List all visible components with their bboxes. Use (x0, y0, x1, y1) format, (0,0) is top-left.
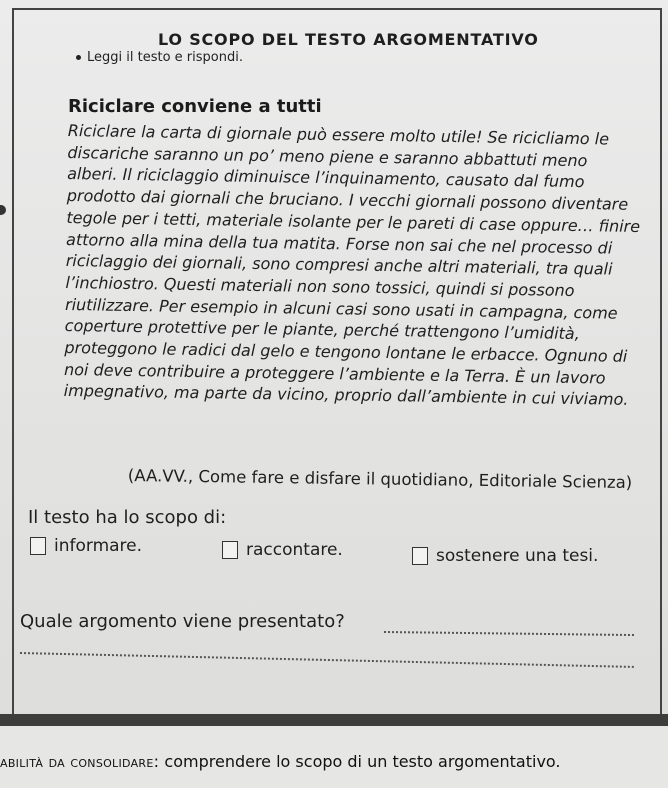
option-informare[interactable] (30, 536, 142, 556)
binding-mark (0, 205, 6, 215)
article-body (64, 120, 648, 411)
article-line: tegole per i tetti, materiale isolante per le pareti di case oppure… finire (66, 207, 641, 236)
instruction-text: Leggi il testo e rispondi. (87, 50, 243, 65)
option-raccontare[interactable] (222, 540, 343, 560)
instruction (76, 50, 243, 65)
checkbox-informare[interactable] (30, 537, 46, 555)
option-label: raccontare. (246, 540, 343, 560)
bullet-icon (76, 55, 81, 60)
checkbox-sostenere-tesi[interactable] (412, 547, 428, 565)
article-line: l’inchiostro. Questi materiali non sono tossici, quindi si possono (65, 272, 575, 300)
article-line: Riciclare la carta di giornale può essere molto utile! Se ricicliamo le (67, 120, 610, 149)
citation: (AA.VV., Come fare e disfare il quotidiano, Editoriale Scienza) (127, 466, 633, 493)
article-line: riutilizzare. Per esempio in alcuni casi sono usati in campagna, come (64, 294, 618, 323)
option-label: informare. (54, 536, 143, 556)
article-line: noi deve contribuire a proteggere l’ambiente e la Terra. È un lavoro (63, 359, 606, 388)
question-topic-prompt: Quale argomento viene presentato? (20, 611, 345, 632)
footer-label: abilità da consolidare: (0, 752, 160, 771)
footer-text: comprendere lo scopo di un testo argomentativo. (159, 752, 561, 771)
page-edge-shadow (0, 714, 668, 726)
option-label: sostenere una tesi. (436, 546, 599, 566)
article-line: attorno alla mina della tua matita. Forse non sai che nel processo di (65, 229, 613, 258)
article-line: riciclaggio dei giornali, sono compresi anche altri materiali, tra quali (65, 251, 613, 279)
option-sostenere-tesi[interactable] (412, 546, 598, 566)
checkbox-raccontare[interactable] (222, 541, 238, 559)
article-line: prodotto dai giornali che bruciano. I vecchi giornali possono diventare (66, 186, 629, 214)
question-purpose-prompt: Il testo ha lo scopo di: (28, 507, 227, 528)
article-line: proteggono le radici dal gelo e tengono lontane le erbacce. Ognuno di (64, 338, 628, 366)
article-line: coperture protettive per le piante, perché trattengono l’umidità, (64, 316, 580, 344)
page-title: LO SCOPO DEL TESTO ARGOMENTATIVO (158, 30, 539, 49)
article-line: alberi. Il riciclaggio diminuisce l’inquinamento, causato dal fumo (67, 164, 585, 192)
article-line: discariche saranno un po’ meno piene e saranno abbattuti meno (67, 142, 588, 170)
skill-footer (0, 752, 561, 771)
article-heading: Riciclare conviene a tutti (68, 96, 322, 117)
article-line: impegnativo, ma parte da vicino, proprio dall’ambiente in cui viviamo. (63, 381, 629, 410)
